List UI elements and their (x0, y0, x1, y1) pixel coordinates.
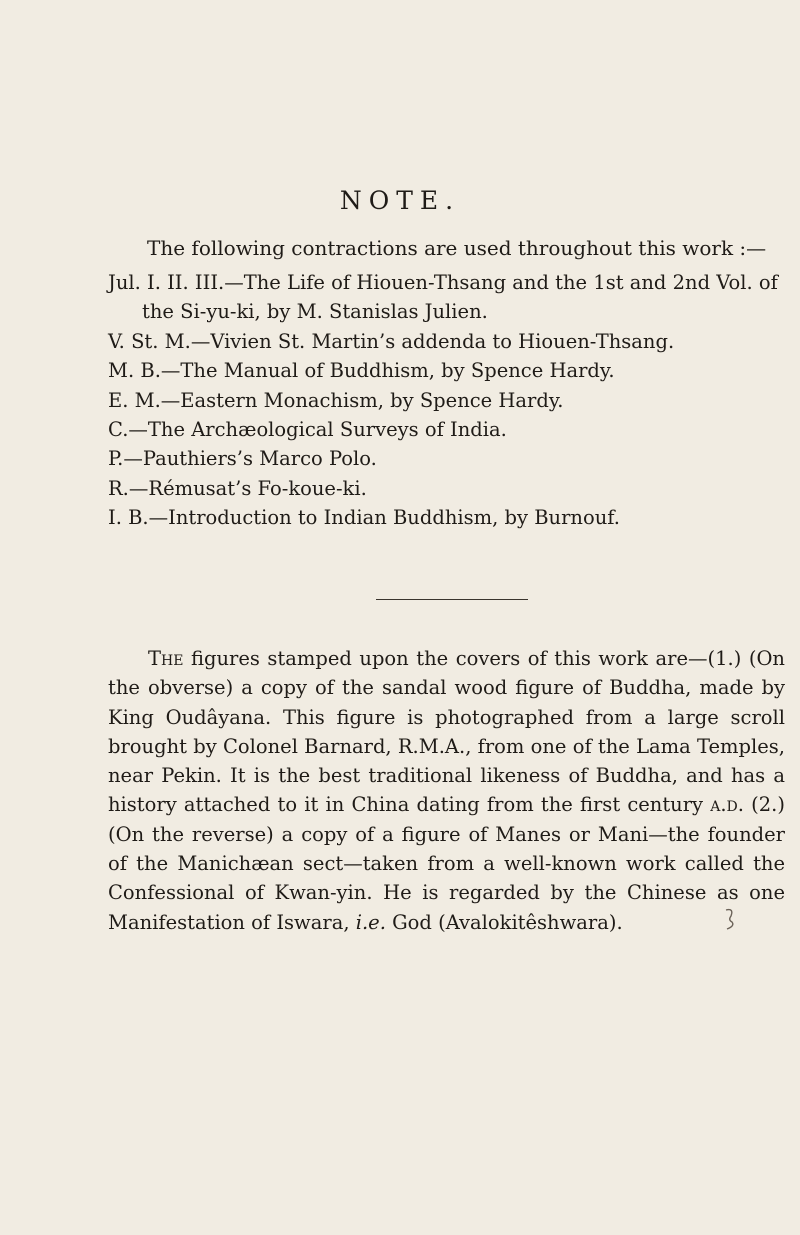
paragraph-body-3: God (Avalokitêshwara). (385, 910, 623, 934)
list-item: C.—The Archæological Surveys of India. (108, 418, 507, 442)
paragraph-lead: The (148, 647, 184, 670)
handwritten-mark-icon (722, 906, 736, 932)
list-item: E. M.—Eastern Monachism, by Spence Hardy. (108, 388, 564, 412)
covers-paragraph (108, 644, 785, 937)
contractions-list (108, 268, 788, 533)
paragraph-body-1: figures stamped upon the covers of this work are—(1.) (On the obverse) a copy of the sandal wood figure of Buddha, made by King Oudâyana. This figure is photographed from a large scroll brought by Colonel Barnard, R.M.A., from one of the Lama Temples, near Pekin. It is the best traditional likeness of Buddha, and has a history attached to it in China dating from the first century (108, 647, 785, 817)
list-item: P.—Pauthiers’s Marco Polo. (108, 447, 377, 471)
ie-abbreviation: i.e. (355, 910, 386, 934)
list-item: V. St. M.—Vivien St. Martin’s addenda to Hiouen-Thsang. (108, 329, 675, 353)
page-title: NOTE. (339, 186, 461, 215)
list-item: R.—Rémusat’s Fo-koue-ki. (108, 476, 367, 500)
section-divider (376, 599, 528, 600)
intro-text: The following contractions are used throughout this work :— (147, 236, 767, 260)
list-item: I. B.—Introduction to Indian Buddhism, by Burnouf. (108, 506, 620, 530)
list-item: Jul. I. II. III.—The Life of Hiouen-Thsang and the 1st and 2nd Vol. of the Si-yu-ki, by M. Stanislas Julien. (108, 271, 778, 324)
paragraph-body-2: (2.) (On the reverse) a copy of a figure of Manes or Mani—the founder of the Manichæan sect—taken from a well-known work called the Confessional of Kwan-yin. He is regarded by the Chinese as one Manifestation of Iswara, (108, 793, 785, 934)
era-abbreviation: a.d. (710, 793, 744, 817)
list-item: M. B.—The Manual of Buddhism, by Spence Hardy. (108, 359, 615, 383)
